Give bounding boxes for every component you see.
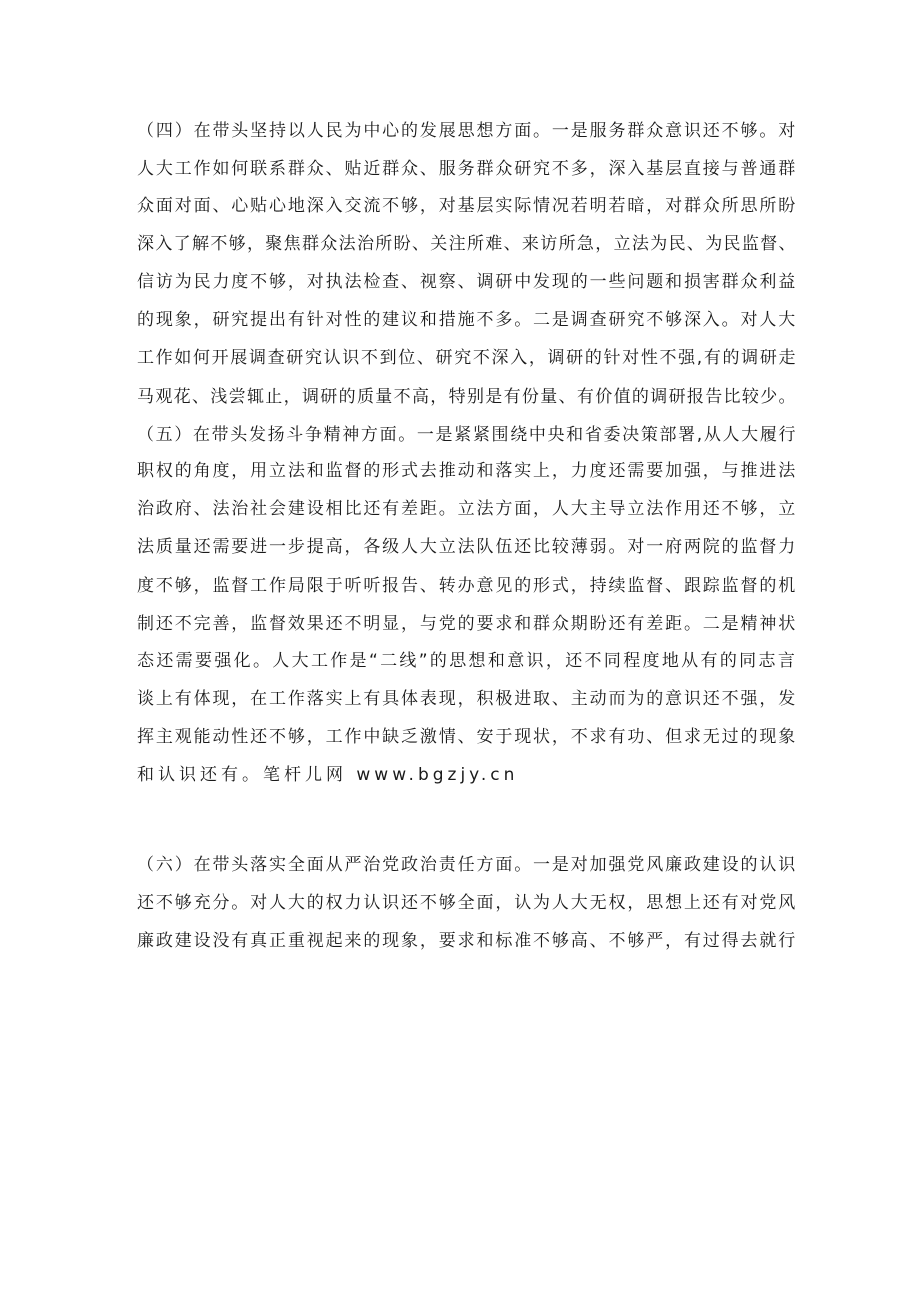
text-line: [0, 530, 920, 564]
text-line: [0, 152, 920, 186]
text-line-content: （四）在带头坚持以人民为中心的发展思想方面。一是服务群众意识还不够。对: [137, 121, 798, 141]
text-line: [0, 848, 920, 882]
text-line: [0, 924, 920, 958]
text-line-content: 人大工作如何联系群众、贴近群众、服务群众研究不多，深入基层直接与普通群: [137, 159, 798, 179]
text-line-content: 谈上有体现，在工作落实上有具体表现，积极进取、主动而为的意识还不强，发: [137, 689, 798, 709]
text-line-content: 制还不完善，监督效果还不明显，与党的要求和群众期盼还有差距。二是精神状: [137, 614, 798, 634]
text-line-content: 的现象，研究提出有针对性的建议和措施不多。二是调查研究不够深入。对人大: [137, 310, 798, 330]
text-line-content: 马观花、浅尝辄止，调研的质量不高，特别是有份量、有价值的调研报告比较少。: [137, 387, 797, 407]
text-line: [0, 492, 920, 526]
text-line: [0, 114, 920, 148]
text-line: [0, 303, 920, 337]
text-line-content: 信访为民力度不够，对执法检查、视察、调研中发现的一些问题和损害群众利益: [137, 272, 798, 292]
text-line-content: 法质量还需要进一步提高，各级人大立法队伍还比较薄弱。对一府两院的监督力: [137, 537, 798, 557]
text-line: [0, 758, 920, 792]
text-line: [0, 644, 920, 678]
text-line-content: 职权的角度，用立法和监督的形式去推动和落实上，力度还需要加强，与推进法: [137, 461, 798, 481]
text-line: [0, 886, 920, 920]
text-line-content: 和认识还有。笔杆儿网 www.bgzjy.cn: [137, 765, 519, 785]
text-line: [0, 265, 920, 299]
text-line: [0, 607, 920, 641]
text-line-content: （五）在带头发扬斗争精神方面。一是紧紧围绕中央和省委决策部署,从人大履行: [137, 425, 798, 445]
text-line: [0, 720, 920, 754]
text-line: [0, 189, 920, 223]
text-line-content: 挥主观能动性还不够，工作中缺乏激情、安于现状，不求有功、但求无过的现象: [137, 727, 798, 747]
text-line: [0, 454, 920, 488]
text-line-content: 廉政建设没有真正重视起来的现象，要求和标准不够高、不够严，有过得去就行: [137, 931, 798, 951]
text-line: [0, 569, 920, 603]
text-line: [0, 380, 920, 414]
text-line-content: 度不够，监督工作局限于听听报告、转办意见的形式，持续监督、跟踪监督的机: [137, 576, 798, 596]
text-line-content: 态还需要强化。人大工作是“二线”的思想和意识，还不同程度地从有的同志言: [137, 651, 798, 671]
text-line-content: 治政府、法治社会建设相比还有差距。立法方面，人大主导立法作用还不够，立: [137, 499, 798, 519]
text-line-content: 工作如何开展调查研究认识不到位、研究不深入，调研的针对性不强,有的调研走: [137, 348, 798, 368]
text-line: [0, 227, 920, 261]
text-line: [0, 418, 920, 452]
text-line-content: 深入了解不够，聚焦群众法治所盼、关注所难、来访所急，立法为民、为民监督、: [137, 234, 797, 254]
text-line-content: 还不够充分。对人大的权力认识还不够全面，认为人大无权，思想上还有对党风: [137, 893, 798, 913]
text-line-content: 众面对面、心贴心地深入交流不够，对基层实际情况若明若暗，对群众所思所盼: [137, 196, 798, 216]
text-line-content: （六）在带头落实全面从严治党政治责任方面。一是对加强党风廉政建设的认识: [137, 855, 798, 875]
text-line: [0, 682, 920, 716]
text-line: [0, 341, 920, 375]
